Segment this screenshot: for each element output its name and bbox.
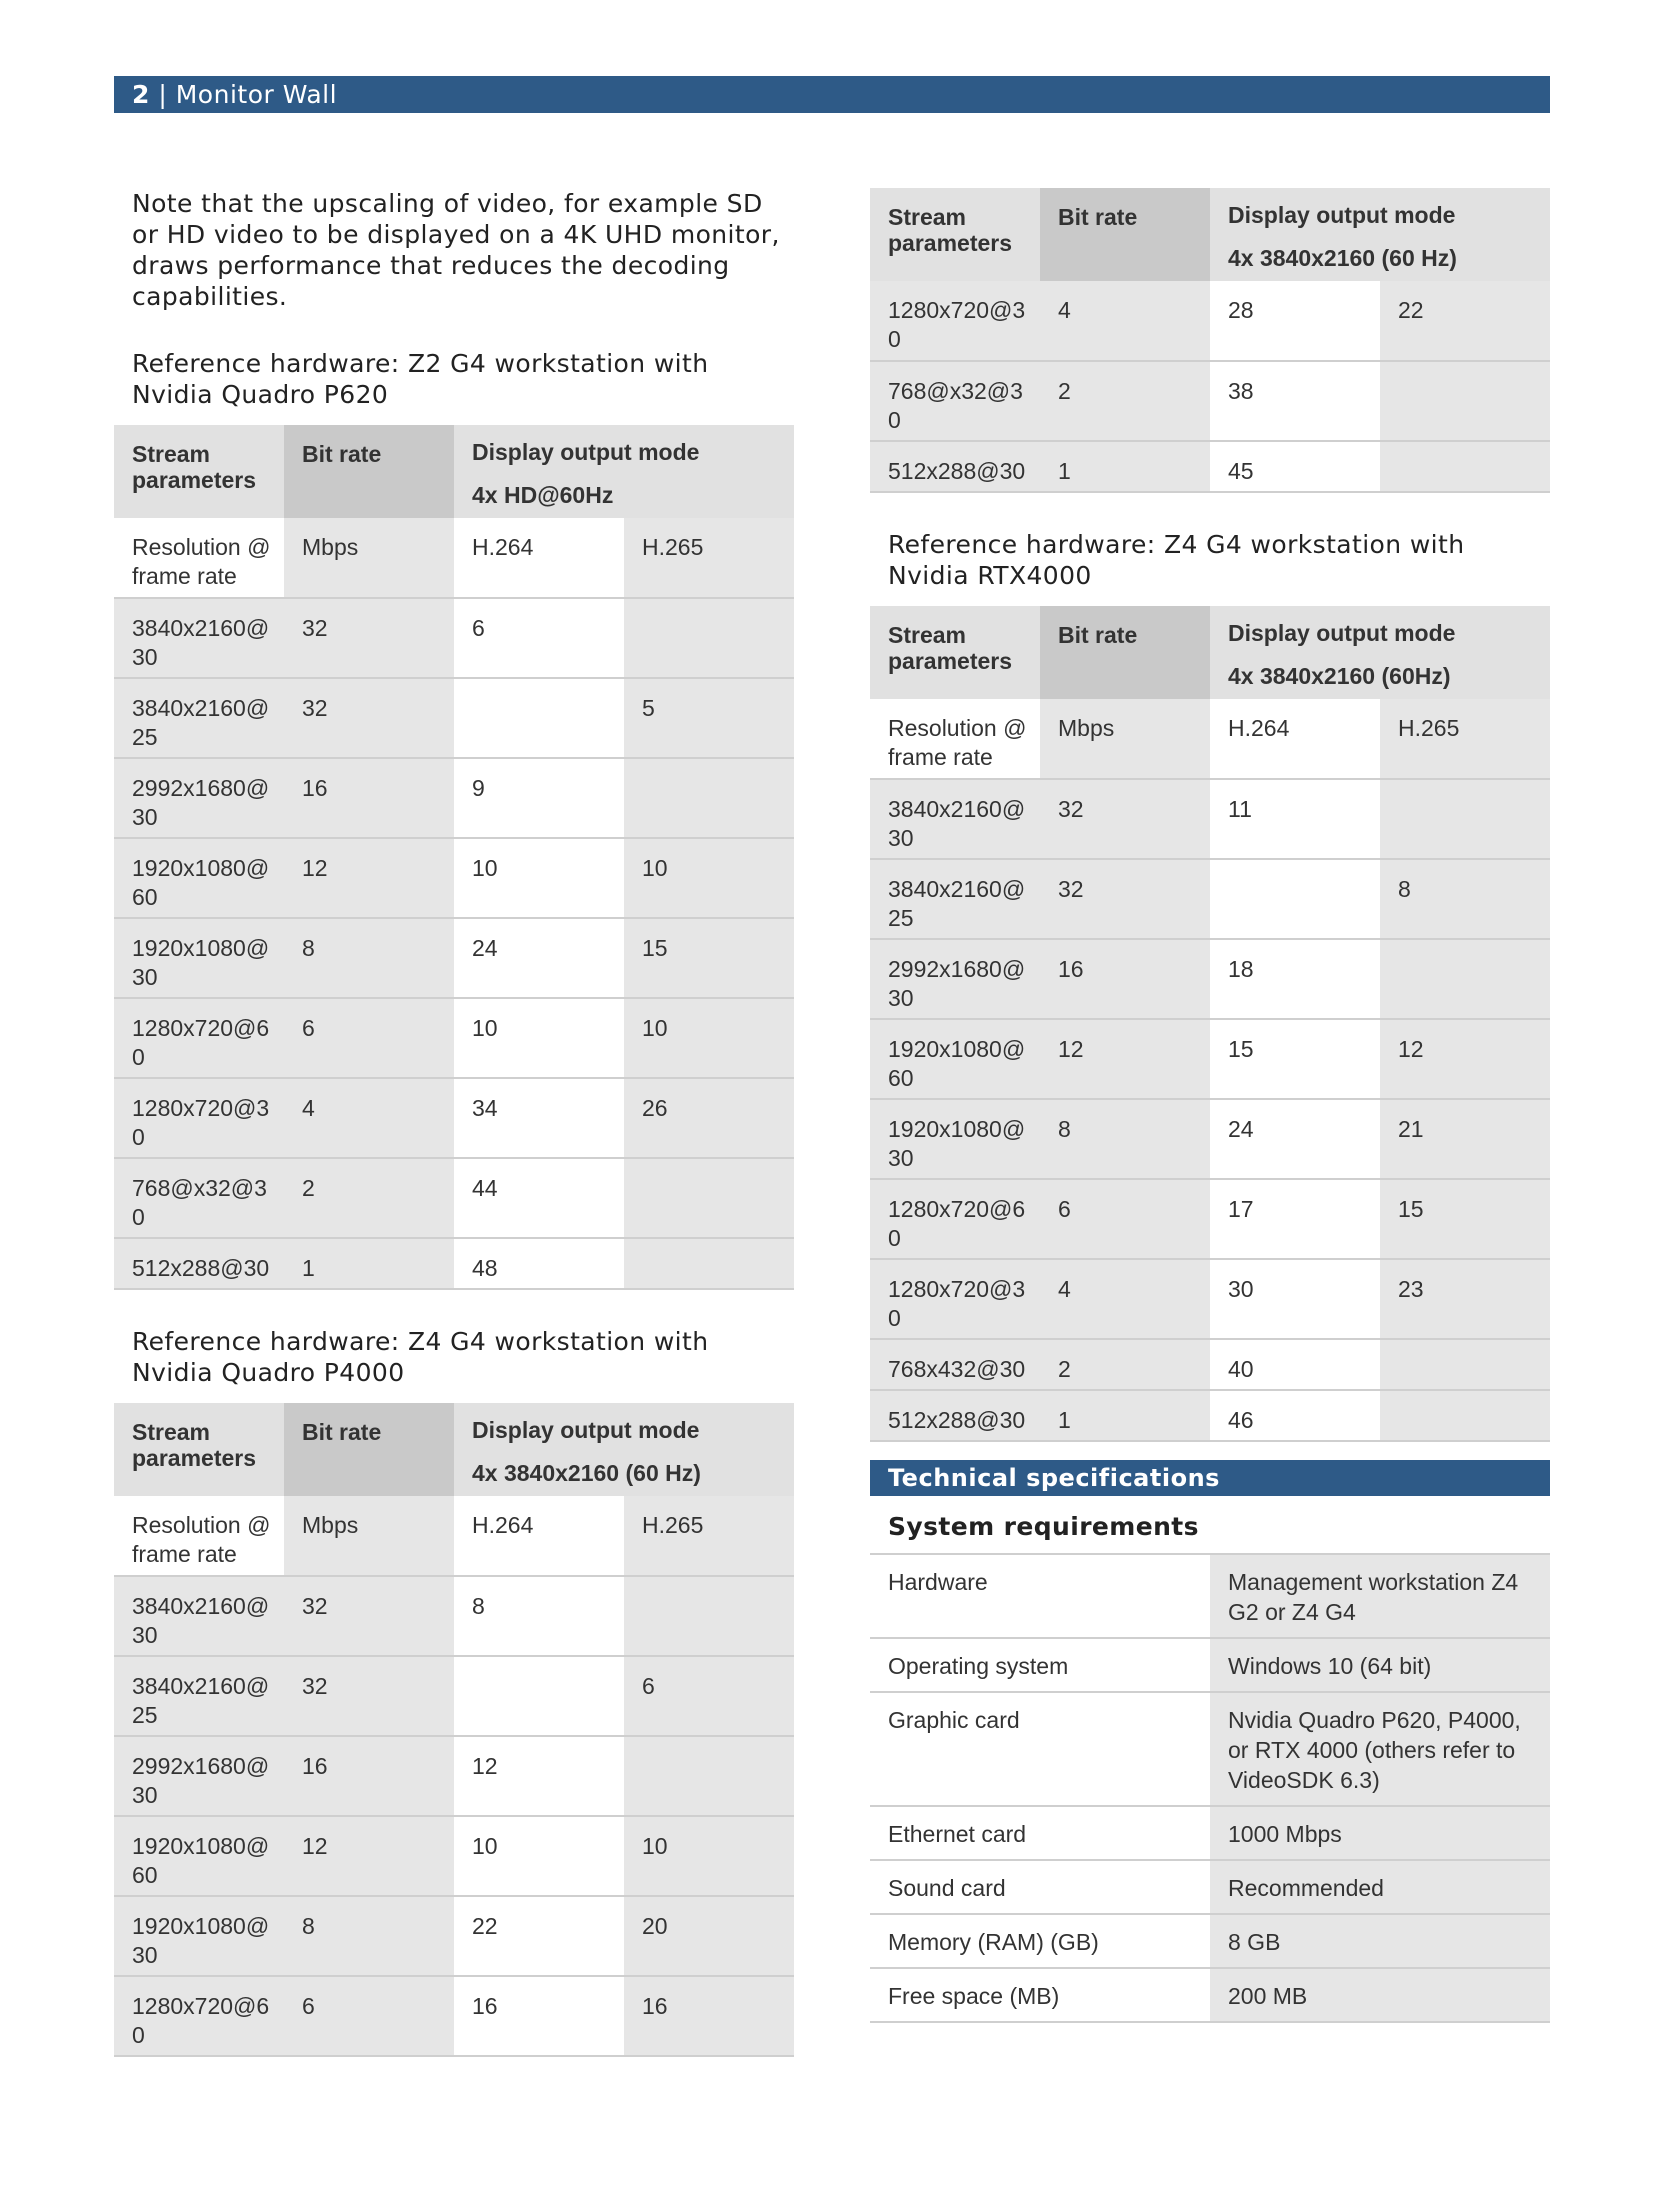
unit-h265: H.265 bbox=[1380, 699, 1550, 779]
unit-resolution: Resolution @ frame rate bbox=[870, 699, 1040, 779]
cell-bitrate: 2 bbox=[1040, 1339, 1210, 1390]
display-output-mode-label: Display output mode bbox=[1228, 202, 1456, 228]
cell-bitrate: 6 bbox=[284, 998, 454, 1078]
table-row bbox=[870, 859, 1550, 939]
cell-h265 bbox=[624, 758, 794, 838]
display-output-mode-label: Display output mode bbox=[1228, 620, 1456, 646]
tech-specs-header: Technical specifications bbox=[870, 1460, 1550, 1496]
table-row bbox=[114, 1656, 794, 1736]
cell-bitrate: 32 bbox=[284, 1576, 454, 1656]
right-column bbox=[870, 188, 1550, 2023]
header-bit-rate: Bit rate bbox=[284, 1403, 454, 1496]
cell-bitrate: 1 bbox=[1040, 1390, 1210, 1441]
spec-value: 8 GB bbox=[1210, 1914, 1550, 1968]
table-row bbox=[114, 758, 794, 838]
unit-mbps: Mbps bbox=[284, 1496, 454, 1576]
cell-resolution: 3840x2160@ 30 bbox=[114, 598, 284, 678]
unit-h264: H.264 bbox=[1210, 699, 1380, 779]
table-row bbox=[870, 281, 1550, 361]
spec-key: Sound card bbox=[870, 1860, 1210, 1914]
table-p4000 bbox=[114, 1403, 794, 2057]
unit-h265: H.265 bbox=[624, 1496, 794, 1576]
table-row bbox=[114, 1896, 794, 1976]
cell-bitrate: 4 bbox=[284, 1078, 454, 1158]
cell-h264: 17 bbox=[1210, 1179, 1380, 1259]
table-row bbox=[114, 1576, 794, 1656]
cell-h265: 15 bbox=[624, 918, 794, 998]
cell-h265: 6 bbox=[624, 1656, 794, 1736]
table-title-p620: Reference hardware: Z2 G4 workstation with Nvidia Quadro P620 bbox=[132, 349, 709, 409]
table-row bbox=[114, 1238, 794, 1289]
header-stream-parameters: Stream parameters bbox=[870, 606, 1040, 699]
cell-bitrate: 32 bbox=[284, 1656, 454, 1736]
cell-bitrate: 12 bbox=[1040, 1019, 1210, 1099]
cell-h264: 45 bbox=[1210, 441, 1380, 492]
header-display-output-mode bbox=[454, 1403, 794, 1496]
cell-bitrate: 32 bbox=[284, 678, 454, 758]
cell-h265 bbox=[1380, 779, 1550, 859]
cell-h265 bbox=[624, 1238, 794, 1289]
left-column bbox=[114, 188, 794, 2057]
table-row bbox=[114, 998, 794, 1078]
table-units-row bbox=[114, 1496, 794, 1576]
table-row bbox=[870, 361, 1550, 441]
cell-h264: 15 bbox=[1210, 1019, 1380, 1099]
table-row bbox=[870, 1099, 1550, 1179]
intro-paragraph: Note that the upscaling of video, for example SD or HD video to be displayed on a 4K UHD monitor, draws performance that reduces the decoding capabilities. bbox=[132, 189, 780, 311]
table-row bbox=[114, 678, 794, 758]
cell-h264: 38 bbox=[1210, 361, 1380, 441]
cell-h265 bbox=[624, 1576, 794, 1656]
cell-h265: 26 bbox=[624, 1078, 794, 1158]
cell-bitrate: 2 bbox=[284, 1158, 454, 1238]
header-bit-rate: Bit rate bbox=[1040, 188, 1210, 281]
header-bit-rate: Bit rate bbox=[1040, 606, 1210, 699]
cell-resolution: 3840x2160@ 25 bbox=[114, 678, 284, 758]
spec-value: Nvidia Quadro P620, P4000, or RTX 4000 (others refer to VideoSDK 6.3) bbox=[1210, 1692, 1550, 1806]
spec-key: Ethernet card bbox=[870, 1806, 1210, 1860]
cell-bitrate: 12 bbox=[284, 1816, 454, 1896]
cell-bitrate: 8 bbox=[1040, 1099, 1210, 1179]
cell-h264: 16 bbox=[454, 1976, 624, 2056]
table-rtx4000 bbox=[870, 606, 1550, 1442]
table-row bbox=[870, 441, 1550, 492]
cell-h264: 30 bbox=[1210, 1259, 1380, 1339]
cell-bitrate: 16 bbox=[1040, 939, 1210, 1019]
spec-value: 200 MB bbox=[1210, 1968, 1550, 2022]
cell-resolution: 3840x2160@ 25 bbox=[870, 859, 1040, 939]
cell-resolution: 512x288@30 bbox=[870, 441, 1040, 492]
cell-h264: 48 bbox=[454, 1238, 624, 1289]
cell-h265: 8 bbox=[1380, 859, 1550, 939]
cell-resolution: 1920x1080@ 60 bbox=[114, 1816, 284, 1896]
unit-resolution: Resolution @ frame rate bbox=[114, 518, 284, 598]
unit-mbps: Mbps bbox=[284, 518, 454, 598]
cell-bitrate: 1 bbox=[1040, 441, 1210, 492]
spec-key: Graphic card bbox=[870, 1692, 1210, 1806]
table-header-row bbox=[114, 1403, 794, 1496]
cell-h265: 15 bbox=[1380, 1179, 1550, 1259]
table-header-row bbox=[114, 425, 794, 518]
header-stream-parameters: Stream parameters bbox=[114, 425, 284, 518]
cell-h265 bbox=[1380, 939, 1550, 1019]
cell-resolution: 1280x720@6 0 bbox=[114, 1976, 284, 2056]
spec-row bbox=[870, 1806, 1550, 1860]
unit-h264: H.264 bbox=[454, 518, 624, 598]
cell-bitrate: 12 bbox=[284, 838, 454, 918]
cell-resolution: 1920x1080@ 60 bbox=[870, 1019, 1040, 1099]
cell-h265 bbox=[624, 1736, 794, 1816]
header-stream-parameters: Stream parameters bbox=[870, 188, 1040, 281]
cell-h264: 24 bbox=[1210, 1099, 1380, 1179]
header-display-output-mode bbox=[454, 425, 794, 518]
display-mode-value: 4x 3840x2160 (60 Hz) bbox=[472, 1460, 701, 1486]
table-title-p4000: Reference hardware: Z4 G4 workstation with Nvidia Quadro P4000 bbox=[132, 1327, 709, 1387]
cell-h264: 12 bbox=[454, 1736, 624, 1816]
cell-resolution: 2992x1680@ 30 bbox=[114, 1736, 284, 1816]
cell-h265: 10 bbox=[624, 838, 794, 918]
spec-key: Hardware bbox=[870, 1554, 1210, 1638]
cell-h264: 10 bbox=[454, 998, 624, 1078]
cell-bitrate: 8 bbox=[284, 1896, 454, 1976]
cell-h264: 10 bbox=[454, 1816, 624, 1896]
table-row bbox=[114, 1158, 794, 1238]
cell-bitrate: 2 bbox=[1040, 361, 1210, 441]
cell-resolution: 1280x720@3 0 bbox=[114, 1078, 284, 1158]
cell-resolution: 3840x2160@ 30 bbox=[870, 779, 1040, 859]
cell-h265: 12 bbox=[1380, 1019, 1550, 1099]
unit-mbps: Mbps bbox=[1040, 699, 1210, 779]
spec-row bbox=[870, 1638, 1550, 1692]
cell-h265: 16 bbox=[624, 1976, 794, 2056]
unit-h265: H.265 bbox=[624, 518, 794, 598]
cell-h264 bbox=[454, 678, 624, 758]
spec-value: Recommended bbox=[1210, 1860, 1550, 1914]
cell-bitrate: 32 bbox=[284, 598, 454, 678]
table-p4000-continued bbox=[870, 188, 1550, 493]
cell-bitrate: 4 bbox=[1040, 1259, 1210, 1339]
header-display-output-mode bbox=[1210, 188, 1550, 281]
table-row bbox=[114, 598, 794, 678]
table-row bbox=[870, 779, 1550, 859]
cell-h265 bbox=[1380, 361, 1550, 441]
cell-bitrate: 16 bbox=[284, 1736, 454, 1816]
cell-resolution: 1920x1080@ 30 bbox=[870, 1099, 1040, 1179]
cell-resolution: 2992x1680@ 30 bbox=[870, 939, 1040, 1019]
cell-resolution: 3840x2160@ 30 bbox=[114, 1576, 284, 1656]
display-mode-value: 4x HD@60Hz bbox=[472, 482, 614, 508]
cell-resolution: 3840x2160@ 25 bbox=[114, 1656, 284, 1736]
table-header-row bbox=[870, 188, 1550, 281]
cell-resolution: 1920x1080@ 60 bbox=[114, 838, 284, 918]
page-header bbox=[114, 76, 1550, 113]
spec-row bbox=[870, 1914, 1550, 1968]
spec-key: Operating system bbox=[870, 1638, 1210, 1692]
cell-h265 bbox=[1380, 441, 1550, 492]
unit-h264: H.264 bbox=[454, 1496, 624, 1576]
table-row bbox=[114, 918, 794, 998]
cell-h265: 22 bbox=[1380, 281, 1550, 361]
table-units-row bbox=[114, 518, 794, 598]
cell-h264: 28 bbox=[1210, 281, 1380, 361]
table-row bbox=[114, 1816, 794, 1896]
spec-row bbox=[870, 1554, 1550, 1638]
table-units-row bbox=[870, 699, 1550, 779]
cell-h264: 24 bbox=[454, 918, 624, 998]
table-row bbox=[870, 1179, 1550, 1259]
table-row bbox=[870, 1339, 1550, 1390]
cell-bitrate: 32 bbox=[1040, 859, 1210, 939]
cell-h264: 8 bbox=[454, 1576, 624, 1656]
display-output-mode-label: Display output mode bbox=[472, 1417, 700, 1443]
spec-row bbox=[870, 1692, 1550, 1806]
cell-h265: 10 bbox=[624, 998, 794, 1078]
header-bit-rate: Bit rate bbox=[284, 425, 454, 518]
cell-h265 bbox=[624, 598, 794, 678]
table-row bbox=[114, 838, 794, 918]
cell-h264: 10 bbox=[454, 838, 624, 918]
cell-bitrate: 6 bbox=[284, 1976, 454, 2056]
cell-h264: 40 bbox=[1210, 1339, 1380, 1390]
page-number: 2 bbox=[132, 80, 150, 109]
cell-h265 bbox=[1380, 1339, 1550, 1390]
table-row bbox=[114, 1976, 794, 2056]
page-title: Monitor Wall bbox=[175, 80, 338, 109]
cell-h264 bbox=[1210, 859, 1380, 939]
cell-bitrate: 1 bbox=[284, 1238, 454, 1289]
cell-resolution: 512x288@30 bbox=[114, 1238, 284, 1289]
cell-resolution: 1920x1080@ 30 bbox=[114, 1896, 284, 1976]
cell-h264: 44 bbox=[454, 1158, 624, 1238]
cell-bitrate: 16 bbox=[284, 758, 454, 838]
unit-resolution: Resolution @ frame rate bbox=[114, 1496, 284, 1576]
cell-h264: 6 bbox=[454, 598, 624, 678]
spec-row bbox=[870, 1968, 1550, 2022]
cell-h265: 23 bbox=[1380, 1259, 1550, 1339]
header-separator: | bbox=[149, 80, 176, 109]
cell-resolution: 768x432@30 bbox=[870, 1339, 1040, 1390]
cell-h264: 18 bbox=[1210, 939, 1380, 1019]
spec-row bbox=[870, 1860, 1550, 1914]
display-mode-value: 4x 3840x2160 (60 Hz) bbox=[1228, 245, 1457, 271]
cell-h264: 34 bbox=[454, 1078, 624, 1158]
cell-h264: 22 bbox=[454, 1896, 624, 1976]
cell-h265: 20 bbox=[624, 1896, 794, 1976]
cell-resolution: 768@x32@3 0 bbox=[114, 1158, 284, 1238]
table-row bbox=[870, 1019, 1550, 1099]
header-display-output-mode bbox=[1210, 606, 1550, 699]
header-stream-parameters: Stream parameters bbox=[114, 1403, 284, 1496]
cell-h264 bbox=[454, 1656, 624, 1736]
cell-resolution: 2992x1680@ 30 bbox=[114, 758, 284, 838]
cell-h264: 9 bbox=[454, 758, 624, 838]
cell-resolution: 768@x32@3 0 bbox=[870, 361, 1040, 441]
cell-h264: 46 bbox=[1210, 1390, 1380, 1441]
cell-bitrate: 6 bbox=[1040, 1179, 1210, 1259]
cell-resolution: 1280x720@3 0 bbox=[870, 1259, 1040, 1339]
cell-h264: 11 bbox=[1210, 779, 1380, 859]
table-row bbox=[870, 1259, 1550, 1339]
table-title-rtx4000: Reference hardware: Z4 G4 workstation with Nvidia RTX4000 bbox=[888, 530, 1465, 590]
display-mode-value: 4x 3840x2160 (60Hz) bbox=[1228, 663, 1451, 689]
table-header-row bbox=[870, 606, 1550, 699]
cell-resolution: 512x288@30 bbox=[870, 1390, 1040, 1441]
spec-value: Management workstation Z4 G2 or Z4 G4 bbox=[1210, 1554, 1550, 1638]
table-p620 bbox=[114, 425, 794, 1290]
cell-resolution: 1280x720@6 0 bbox=[114, 998, 284, 1078]
cell-h265: 10 bbox=[624, 1816, 794, 1896]
cell-resolution: 1920x1080@ 30 bbox=[114, 918, 284, 998]
table-row bbox=[114, 1078, 794, 1158]
table-row bbox=[870, 1390, 1550, 1441]
cell-h265 bbox=[624, 1158, 794, 1238]
spec-key: Free space (MB) bbox=[870, 1968, 1210, 2022]
table-row bbox=[114, 1736, 794, 1816]
cell-h265 bbox=[1380, 1390, 1550, 1441]
spec-value: Windows 10 (64 bit) bbox=[1210, 1638, 1550, 1692]
system-requirements-table bbox=[870, 1553, 1550, 2023]
display-output-mode-label: Display output mode bbox=[472, 439, 700, 465]
cell-bitrate: 8 bbox=[284, 918, 454, 998]
cell-resolution: 1280x720@3 0 bbox=[870, 281, 1040, 361]
spec-value: 1000 Mbps bbox=[1210, 1806, 1550, 1860]
cell-resolution: 1280x720@6 0 bbox=[870, 1179, 1040, 1259]
system-requirements-heading: System requirements bbox=[888, 1512, 1199, 1541]
cell-bitrate: 4 bbox=[1040, 281, 1210, 361]
cell-bitrate: 32 bbox=[1040, 779, 1210, 859]
cell-h265: 5 bbox=[624, 678, 794, 758]
cell-h265: 21 bbox=[1380, 1099, 1550, 1179]
table-row bbox=[870, 939, 1550, 1019]
spec-key: Memory (RAM) (GB) bbox=[870, 1914, 1210, 1968]
